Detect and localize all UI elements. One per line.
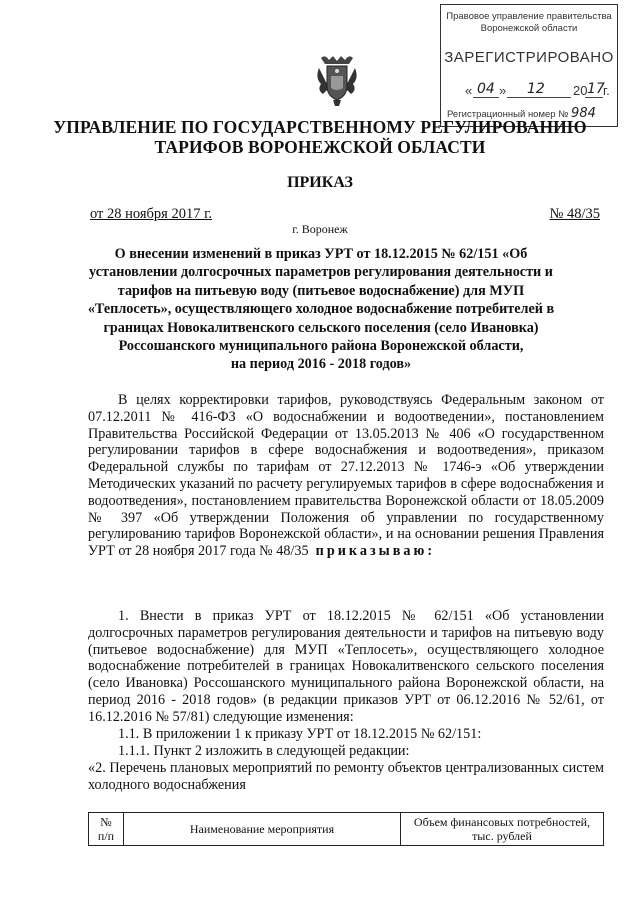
- doc-city: г. Воронеж: [292, 222, 348, 236]
- col-number-header: [89, 813, 124, 846]
- item-1-1-1: 1.1.1. Пункт 2 изложить в следующей редакции:: [118, 743, 410, 759]
- stamp-month: 12: [527, 81, 545, 97]
- heading-line: Россошанского муниципального района Воронежской области,: [118, 338, 524, 355]
- doc-date: от 28 ноября 2017 г.: [90, 206, 213, 222]
- order-heading: [86, 245, 556, 374]
- stamp-day: 04: [477, 81, 495, 97]
- col-volume-header: [401, 813, 604, 846]
- order-word: приказываю:: [315, 543, 436, 560]
- heading-line: границах Новокалитвенского сельского поселения (село Ивановка): [103, 319, 539, 336]
- stamp-year-end: г.: [603, 83, 610, 98]
- heading-line: О внесении изменений в приказ УРТ от 18.12.2015 № 62/151 «Об: [114, 246, 528, 262]
- heading-line: «Теплосеть», осуществляющего холодное водоснабжение потребителей в: [87, 301, 555, 318]
- heading-line: тарифов на питьевую воду (питьевое водоснабжение) для МУП: [117, 282, 525, 299]
- registration-stamp: [440, 4, 618, 127]
- doc-number: № 48/35: [549, 206, 600, 222]
- stamp-org-line2: Воронежской области: [480, 23, 578, 34]
- item-1-text: 1. Внести в приказ УРТ от 18.12.2015 № 62/151 «Об установлении долгосрочных параметров регулирования деятельности и тарифов на питьевую воду (питьевое водоснабжение) для МУП «Теплосеть», осуществляющего холодное водоснабжение потребителей в границах Новокалитвенского сельского поселения (село Ивановка) Россошанского муниципального района Воронежской области, на период 2016 - 2018 годов» (в редакции приказов УРТ от 06.12.2016 № 52/61, от 16.12.2016 № 57/81) следующие изменения:: [88, 608, 604, 725]
- col-name-header: Наименование мероприятия: [124, 813, 401, 846]
- stamp-registered: ЗАРЕГИСТРИРОВАНО: [444, 49, 614, 66]
- item-1-paragraph: [88, 608, 604, 726]
- stamp-regno-value: 984: [571, 106, 596, 121]
- stamp-org: [441, 11, 617, 35]
- stamp-date: [449, 81, 609, 99]
- stamp-year-prefix: 20: [573, 83, 588, 98]
- heading-line: установлении долгосрочных параметров регулирования деятельности и: [89, 264, 553, 281]
- col-number-line2: п/п: [97, 829, 115, 843]
- col-volume-line2: тыс. рублей: [472, 829, 532, 843]
- org-title-line2: ТАРИФОВ ВОРОНЕЖСКОЙ ОБЛАСТИ: [154, 137, 486, 157]
- coat-of-arms-icon: [315, 52, 359, 108]
- stamp-quote-open: «: [465, 83, 473, 98]
- heading-line: на период 2016 - 2018 годов»: [230, 356, 412, 373]
- item-1-1: 1.1. В приложении 1 к приказу УРТ от 18.12.2015 № 62/151:: [118, 726, 482, 742]
- col-number-line1: №: [100, 815, 112, 829]
- org-title-line1: УПРАВЛЕНИЕ ПО ГОСУДАРСТВЕННОМУ РЕГУЛИРОВАНИЮ: [53, 117, 587, 137]
- preamble-paragraph: [88, 392, 604, 560]
- stamp-regno-label: Регистрационный номер №: [447, 109, 569, 120]
- preamble-text: В целях корректировки тарифов, руководствуясь Федеральным законом от 07.12.2011 № 416-ФЗ «О водоснабжении и водоотведении», постановлением Правительства Российской Федерации от 13.05.2013 № 406 «О государственном регулировании тарифов в сфере водоснабжения и водоотведения», приказом Федеральной службы по тарифам от 27.12.2013 № 1746-э «Об утверждении Методических указаний по расчету регулируемых тарифов в сфере водоснабжения и водоотведения», постановлением правительства Воронежской области от 18.05.2009 № 397 «Об утверждении Положения об управлении по государственному регулированию тарифов Воронежской области», и на основании решения Правления УРТ от 28 ноября 2017 года № 48/35: [88, 392, 604, 560]
- doc-type: ПРИКАЗ: [287, 174, 353, 191]
- quoted-item-2: «2. Перечень плановых мероприятий по ремонту объектов централизованных систем холодного водоснабжения: [88, 760, 604, 793]
- plan-table: [88, 812, 604, 846]
- col-volume-line1: Объем финансовых потребностей,: [413, 815, 591, 829]
- stamp-org-line1: Правовое управление правительства: [446, 11, 612, 22]
- table-header-row: [89, 813, 604, 846]
- stamp-quote-close: »: [499, 83, 507, 98]
- stamp-year-suffix: 17: [587, 81, 605, 97]
